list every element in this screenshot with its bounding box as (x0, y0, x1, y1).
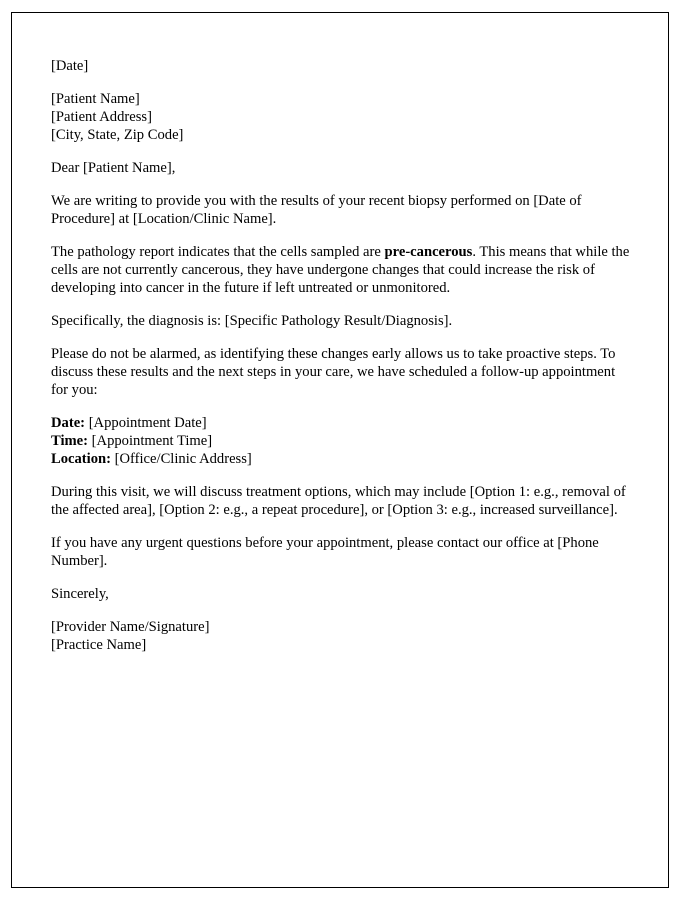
treatment-options-paragraph: During this visit, we will discuss treatment options, which may include [Option 1: e.g., removal of the affected area], [Option 2: e.g., a repeat procedure], or [Option 3: e.g., increased surveillance]. (51, 484, 626, 518)
appointment-date-line (51, 414, 630, 432)
pathology-text-after: . This means that while the cells are not currently cancerous, they have undergone changes that could increase the risk of developing into cancer in the future if left untreated or unmonitored. (51, 244, 630, 296)
practice-name: [Practice Name] (51, 637, 147, 653)
appointment-date-value: [Appointment Date] (85, 415, 207, 431)
appointment-details-block (51, 414, 630, 468)
recipient-city-state-zip: [City, State, Zip Code] (51, 127, 184, 143)
recipient-address: [Patient Address] (51, 109, 152, 125)
pathology-bold-term: pre-cancerous (384, 244, 473, 260)
appointment-location-value: [Office/Clinic Address] (111, 451, 252, 467)
appointment-location-line (51, 450, 630, 468)
letter-page (11, 12, 669, 888)
recipient-address-block (51, 90, 630, 144)
intro-paragraph: We are writing to provide you with the results of your recent biopsy performed on [Date of Procedure] at [Location/Clinic Name]. (51, 193, 582, 227)
appointment-location-label: Location: (51, 451, 111, 467)
recipient-name: [Patient Name] (51, 91, 140, 107)
closing: Sincerely, (51, 586, 109, 602)
pathology-text-before: The pathology report indicates that the cells sampled are (51, 244, 385, 260)
contact-paragraph: If you have any urgent questions before your appointment, please contact our office at [Phone Number]. (51, 535, 599, 569)
letter-date: [Date] (51, 58, 89, 74)
salutation: Dear [Patient Name], (51, 160, 176, 176)
appointment-time-value: [Appointment Time] (88, 433, 213, 449)
pathology-paragraph (51, 243, 630, 297)
provider-signature: [Provider Name/Signature] (51, 619, 210, 635)
appointment-time-line (51, 432, 630, 450)
diagnosis-paragraph: Specifically, the diagnosis is: [Specific Pathology Result/Diagnosis]. (51, 313, 453, 329)
signature-block (51, 618, 630, 654)
appointment-date-label: Date: (51, 415, 86, 431)
appointment-time-label: Time: (51, 433, 89, 449)
reassurance-paragraph: Please do not be alarmed, as identifying these changes early allows us to take proactive steps. To discuss these results and the next steps in your care, we have scheduled a follow-up appointment for you: (51, 346, 616, 398)
